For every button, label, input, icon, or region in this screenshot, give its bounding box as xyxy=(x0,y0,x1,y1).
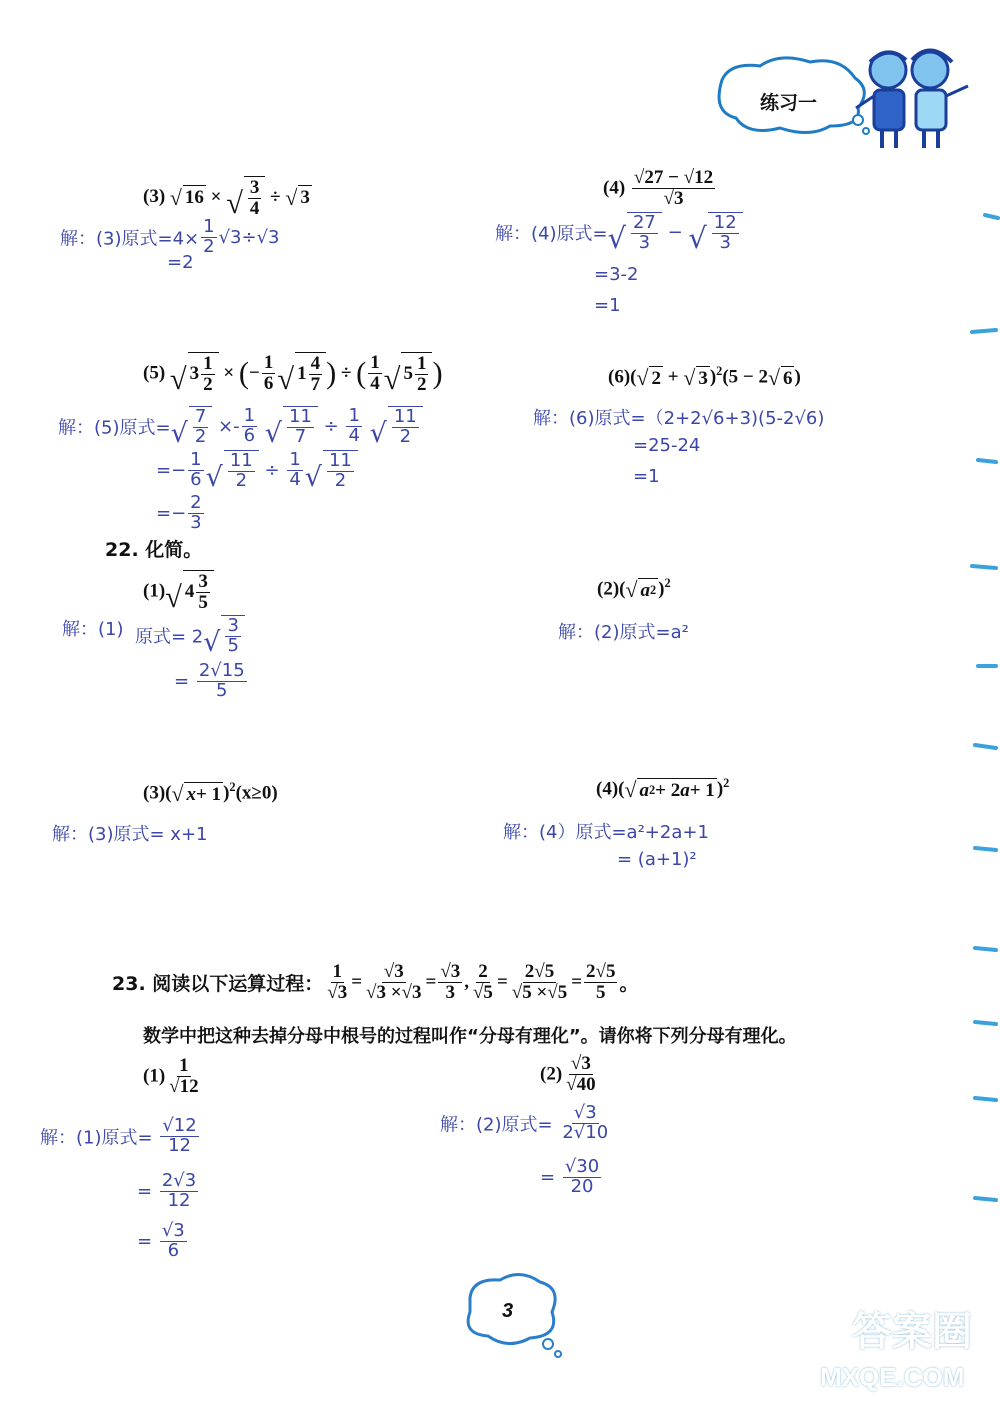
q21-p4-question xyxy=(603,168,717,209)
q21-p5-question: (5) √ 3 $\frac{1}{2}$ × (− $\frac{1}{6}$ √ 1 $\frac{4}{7}$ ) ÷ ( $\frac{1}{4}$ √ 5 $\frac{1}{2}$ ) xyxy=(143,352,443,397)
q22-p4-answer: 解：(4）原式=a²+2a+1 xyxy=(503,822,709,843)
equals: = xyxy=(174,670,190,692)
denominator: 2 xyxy=(235,469,248,491)
q22-p3-condition: (x≥0) xyxy=(235,782,278,804)
q22-p1-answer-step1: 原式= 2 √ $\frac{3}{5}$ xyxy=(135,615,245,656)
q23-p2-label: (2) xyxy=(540,1063,563,1085)
equals: =− xyxy=(156,459,187,481)
q23-title: 23. 阅读以下运算过程： xyxy=(112,972,324,995)
q23-p1-answer-step1 xyxy=(40,1117,201,1156)
q22-p3-label: (3) xyxy=(143,782,166,804)
q23-p2-answer-step1 xyxy=(440,1104,612,1143)
q22-p1-label: (1) xyxy=(143,580,166,602)
denominator: 6 xyxy=(190,468,202,490)
denominator: 5 xyxy=(216,679,228,701)
num-sqrt-12: √12 xyxy=(683,167,714,188)
q22-p2-answer: 解：(2)原式=a² xyxy=(558,622,689,643)
denominator: 4 xyxy=(289,468,301,490)
q22-p1-answer-label: 解：(1) xyxy=(62,619,124,640)
numerator: 12 xyxy=(713,212,737,233)
q21-p5-answer-step2: =− $\frac{1}{6}$ √ $\frac{11}{2}$ ÷ $\frac{1}{4}$ √ $\frac{11}{2}$ xyxy=(156,450,358,491)
denominator: 2 xyxy=(334,469,347,491)
q21-p4-step2: =3-2 xyxy=(594,264,639,285)
numerator: √30 xyxy=(564,1156,600,1177)
numerator: 11 xyxy=(229,450,253,471)
q23-p1-answer-step2 xyxy=(137,1172,200,1211)
q23-p1-label: (1) xyxy=(143,1065,166,1087)
denominator: 20 xyxy=(570,1175,594,1197)
numerator: 1 xyxy=(203,216,215,237)
page-number: 3 xyxy=(502,1300,514,1322)
equals: = xyxy=(137,1230,153,1252)
sqrt-16: √ 16 xyxy=(169,185,204,210)
q21-p6-label: (6) xyxy=(608,366,631,388)
q21-p5-label: (5) xyxy=(143,362,166,384)
q21-p5-answer-step3 xyxy=(156,494,206,533)
q23-p1-answer-step3 xyxy=(137,1222,189,1261)
q23-p2-question: (2) $\frac{√3}{√40}$ xyxy=(540,1053,596,1095)
sqrt-frac: √ $\frac{27}{3}$ xyxy=(608,212,662,253)
numerator: 11 xyxy=(393,406,417,427)
q21-p6-step2: =25-24 xyxy=(633,435,701,456)
denominator: 3 xyxy=(719,231,731,253)
answer-text: 原式= 2 xyxy=(135,626,204,648)
sqrt-three-quarters: √ $\frac{3}{4}$ xyxy=(226,176,265,219)
numerator: 11 xyxy=(328,450,352,471)
q21-p4-label: (4) xyxy=(603,177,626,199)
q21-p3-step2: =2 xyxy=(167,252,194,273)
denominator: 6 xyxy=(167,1239,180,1261)
equals: = xyxy=(137,1180,153,1202)
denominator: 2√10 xyxy=(562,1121,609,1143)
q23-end-mark: 。 xyxy=(619,972,639,995)
q22-title: 22. 化简。 xyxy=(105,539,203,561)
numerator: 11 xyxy=(288,406,312,427)
q22-p3-question: (3)( √ x + 1 )$^2$(x≥0) xyxy=(143,780,278,807)
numerator: 2 xyxy=(190,492,202,513)
denominator: 12 xyxy=(167,1189,191,1211)
q22-p1-answer-step2 xyxy=(174,662,249,701)
denominator: 4 xyxy=(348,424,360,446)
numerator: √3 xyxy=(573,1102,597,1123)
watermark-domain: MXQE.COM xyxy=(820,1362,965,1392)
sqrt-frac: √ $\frac{12}{3}$ xyxy=(688,212,742,253)
q22-p3-answer: 解：(3)原式= x+1 xyxy=(52,824,208,845)
q23-p2-answer-step2 xyxy=(540,1158,603,1197)
numerator: √3 xyxy=(161,1220,185,1241)
sqrt-3: √ 3 xyxy=(285,185,310,210)
numerator: 1 xyxy=(243,405,256,426)
numerator: 3 xyxy=(227,615,239,636)
q21-p5-answer-prefix: 解：(5)原式= xyxy=(58,417,171,439)
denominator: 3 xyxy=(190,511,202,533)
q21-p3-question: (3) √ 16 × √ $\frac{3}{4}$ ÷ √ 3 xyxy=(143,177,310,221)
exercise-label: 练习一 xyxy=(760,92,818,114)
numerator: 1 xyxy=(190,449,202,470)
denominator: 2 xyxy=(399,425,412,447)
q22-p4-step2: = (a+1)² xyxy=(617,849,697,870)
q22-p1-question: (1) √ 4 $\frac{3}{5}$ xyxy=(143,570,214,613)
watermark-brand: 答案圈 xyxy=(852,1309,972,1355)
q23-p1-question: (1) $\frac{1}{√12}$ xyxy=(143,1055,199,1097)
equals: = xyxy=(540,1166,556,1188)
denominator: 2 xyxy=(194,425,207,447)
q21-p3-answer xyxy=(60,218,280,257)
q23-p2-answer-prefix: 解：(2)原式= xyxy=(440,1114,553,1136)
q21-p5-answer-step1: 解：(5)原式= √ $\frac{7}{2}$ ×- $\frac{1}{6}$ √ $\frac{11}{7}$ ÷ $\frac{1}{4}$ √ $\frac{11}{2}$ xyxy=(58,406,423,447)
numerator: √12 xyxy=(162,1115,197,1136)
q21-p4-fraction xyxy=(632,168,715,209)
q21-p4-answer-prefix: 解：(4)原式= xyxy=(495,223,608,245)
den-sqrt-3: √3 xyxy=(663,187,684,209)
q22-p4-label: (4) xyxy=(596,778,619,800)
q21-p4-step3: =1 xyxy=(594,295,621,316)
minus-sign: − xyxy=(668,167,679,188)
q21-p6-question: (6)( √ 2 + √ 3 )$^2$(5 − 2 √ 6 ) xyxy=(608,364,801,391)
denominator: 12 xyxy=(168,1134,191,1156)
q21-p6-step3: =1 xyxy=(633,466,660,487)
numerator: 1 xyxy=(348,405,360,426)
operator: ÷ xyxy=(323,415,339,437)
numerator: 27 xyxy=(632,212,656,233)
q21-p3-answer-prefix: 解：(3)原式=4× xyxy=(60,228,200,250)
minus-sign: − xyxy=(667,221,683,243)
operator: ×- xyxy=(218,415,240,437)
denominator: 7 xyxy=(294,425,307,447)
numerator: 7 xyxy=(194,406,207,427)
q22-p4-question: (4)( √ a 2 + 2 a + 1 )$^2$ xyxy=(596,776,730,803)
q22-p2-label: (2) xyxy=(597,578,620,600)
q22-p2-question: (2)( √ a 2 )$^2$ xyxy=(597,576,671,603)
equals: =− xyxy=(156,502,187,524)
q21-p3-label: (3) xyxy=(143,185,166,207)
denominator: 5 xyxy=(227,634,239,656)
numerator: 2√3 xyxy=(161,1170,197,1191)
numerator: 2√15 xyxy=(198,660,245,681)
num-sqrt-27: √27 xyxy=(633,167,664,188)
q23-p1-answer-prefix: 解：(1)原式= xyxy=(40,1127,153,1149)
q23-title-line: 23. 阅读以下运算过程： $\frac{1}{√3}$ = $\frac{√3}{√3 \times√3}$ = $\frac{√3}{3}$ , $\frac{2}{√5}$ = $\frac{2√5}{√5 \times√5}$ = $\frac{2√5}{5}$ 。 xyxy=(112,961,639,1003)
denominator: 3 xyxy=(638,231,651,253)
denominator: 6 xyxy=(243,424,256,446)
denominator: 2 xyxy=(203,235,215,257)
q23-intro: 数学中把这种去掉分母中根号的过程叫作“分母有理化”。请你将下列分母有理化。 xyxy=(143,1026,797,1047)
q21-p6-answer: 解：(6)原式=（2+2√6+3)(5-2√6) xyxy=(533,408,825,429)
fraction xyxy=(201,218,216,257)
q21-p4-answer xyxy=(495,212,743,253)
q21-p3-answer-tail: √3÷√3 xyxy=(218,226,280,248)
numerator: 1 xyxy=(289,449,301,470)
operator: ÷ xyxy=(264,459,280,481)
